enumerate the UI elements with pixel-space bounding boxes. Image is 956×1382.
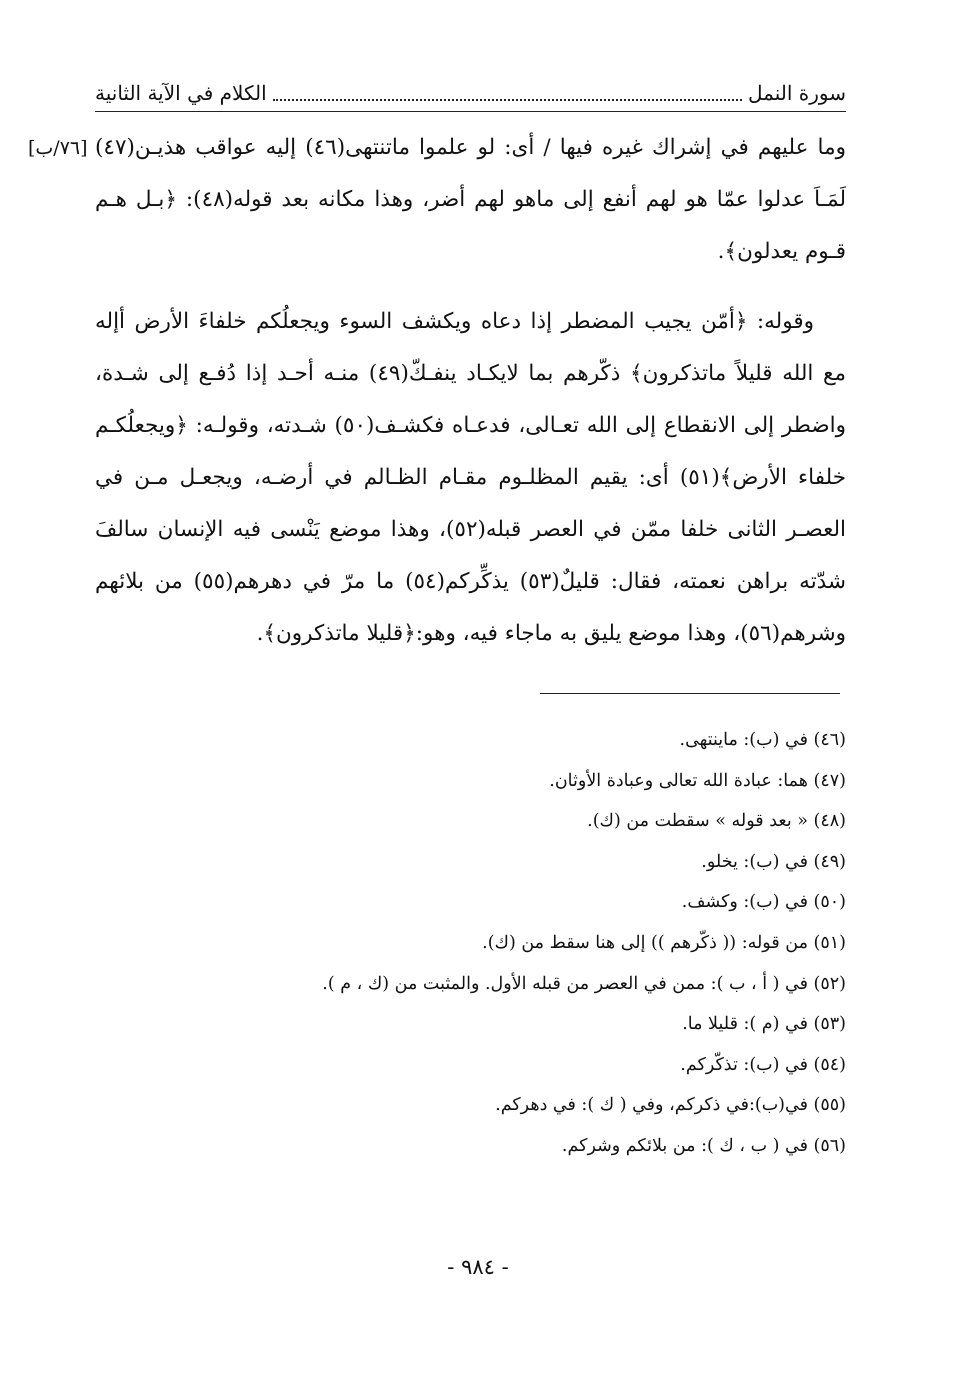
footnote-rule (540, 693, 840, 694)
footnote-50: (٥٠) في (ب): وكشف. (681, 892, 846, 913)
paragraph-2: وقوله: ﴿أمّن يجيب المضطر إذا دعاه ويكشف السوء ويجعلُكم خلفاءَ الأرض أإله مع الله قليلاً ماتذكرون﴾ ذكّرهم بما لايكـاد ينفـكّ(٤٩) منـه أحـد إذا دُفـع إلى شـدة، واضطر إلى الانقطاع إلى الله تعـالى، فدعـاه فكشـف(٥٠) شـدته، وقولـه: ﴿ويجعلُكـم خلفاء الأرض﴾(٥١) أى: يقيم المظلـوم مقـام الظـالم في أرضـه، ويجعـل مـن في العصـر الثانى خلفا ممّن في العصر قبله(٥٢)، وهذا موضع يَنْسى فيه الإنسان سالفَ شدّته براهن نعمته، فقال: قليلٌ(٥٣) يذكِّركم(٥٤) ما مرّ في دهرهم(٥٥) من بلائهم وشرهم(٥٦)، وهذا موضع يليق به ماجاء فيه، وهو:﴿قليلا ماتذكرون﴾. (95, 309, 847, 646)
running-head-dot-leader (273, 99, 742, 101)
main-text (95, 122, 846, 660)
footnote-49: (٤٩) في (ب): يخلو. (701, 851, 846, 872)
footnote-55: (٥٥) في(ب):في ذكركم، وفي ( ك ): في دهركم. (495, 1095, 846, 1116)
footnote-47: (٤٧) هما: عبادة الله تعالى وعبادة الأوثان. (549, 770, 846, 791)
running-head-surah: سورة النمل (748, 81, 846, 105)
running-head-section: الكلام في الآية الثانية (95, 81, 267, 105)
page-number: - ٩٨٤ - (447, 1255, 509, 1279)
footnotes-list (95, 720, 846, 1167)
footnote-48: (٤٨) « بعد قوله » سقطت من (ك). (587, 811, 846, 832)
running-head (95, 74, 846, 108)
footnote-54: (٥٤) في (ب): تذكّركم. (680, 1054, 846, 1075)
footnote-46: (٤٦) في (ب): ماينتهى. (679, 730, 846, 750)
footnote-52: (٥٢) في ( أ ، ب ): ممن في العصر من قبله الأول. والمثبت من (ك ، م ). (322, 973, 846, 994)
footnote-56: (٥٦) في ( ب ، ك ): من بلائكم وشركم. (561, 1135, 846, 1156)
margin-folio-reference: [٧٦/ب] (28, 137, 88, 159)
header-rule (95, 111, 846, 112)
paragraph-1: وما عليهم في إشراك غيره فيها / أى: لو علموا ماتنتهى(٤٦) إليه عواقب هذيـن(٤٧) لَمَـاَ عدلوا عمّا هو لهم أنفع إلى ماهو لهم أضر، وهذا مكانه بعد قوله(٤٨): ﴿بـل هـم قـوم يعدلون﴾. (95, 135, 847, 264)
footnote-53: (٥٣) في (م ): قليلا ما. (682, 1014, 846, 1035)
footnote-51: (٥١) من قوله: (( ذكّرهم )) إلى هنا سقط من (ك). (482, 932, 846, 953)
